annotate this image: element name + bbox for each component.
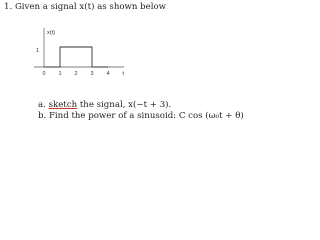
part-b-text: Find the power of a sinusoid: C cos (ω₀t + θ) <box>48 111 244 121</box>
x-tick-label: 4 <box>106 71 110 77</box>
part-a-verb: sketch <box>48 100 78 110</box>
signal-line <box>44 47 108 67</box>
part-a <box>38 100 171 110</box>
x-tick-label: 0 <box>42 71 46 77</box>
x-tick-labels <box>43 71 125 77</box>
signal-figure <box>0 0 200 100</box>
part-b <box>38 111 244 121</box>
x-tick-label: 1 <box>58 71 62 77</box>
x-tick-label: 2 <box>74 71 78 77</box>
part-b-label: b. <box>38 111 47 121</box>
y-axis-label: x(t) <box>47 30 55 36</box>
part-a-text: the signal, x(−t + 3). <box>77 100 172 110</box>
question-text: Given a signal x(t) as shown below <box>14 2 167 12</box>
y-tick-label: 1 <box>36 48 40 54</box>
x-tick-label: 3 <box>90 71 94 77</box>
part-a-label: a. <box>38 100 46 110</box>
question-number: 1. <box>4 2 13 12</box>
x-tick-label: t <box>122 71 125 77</box>
